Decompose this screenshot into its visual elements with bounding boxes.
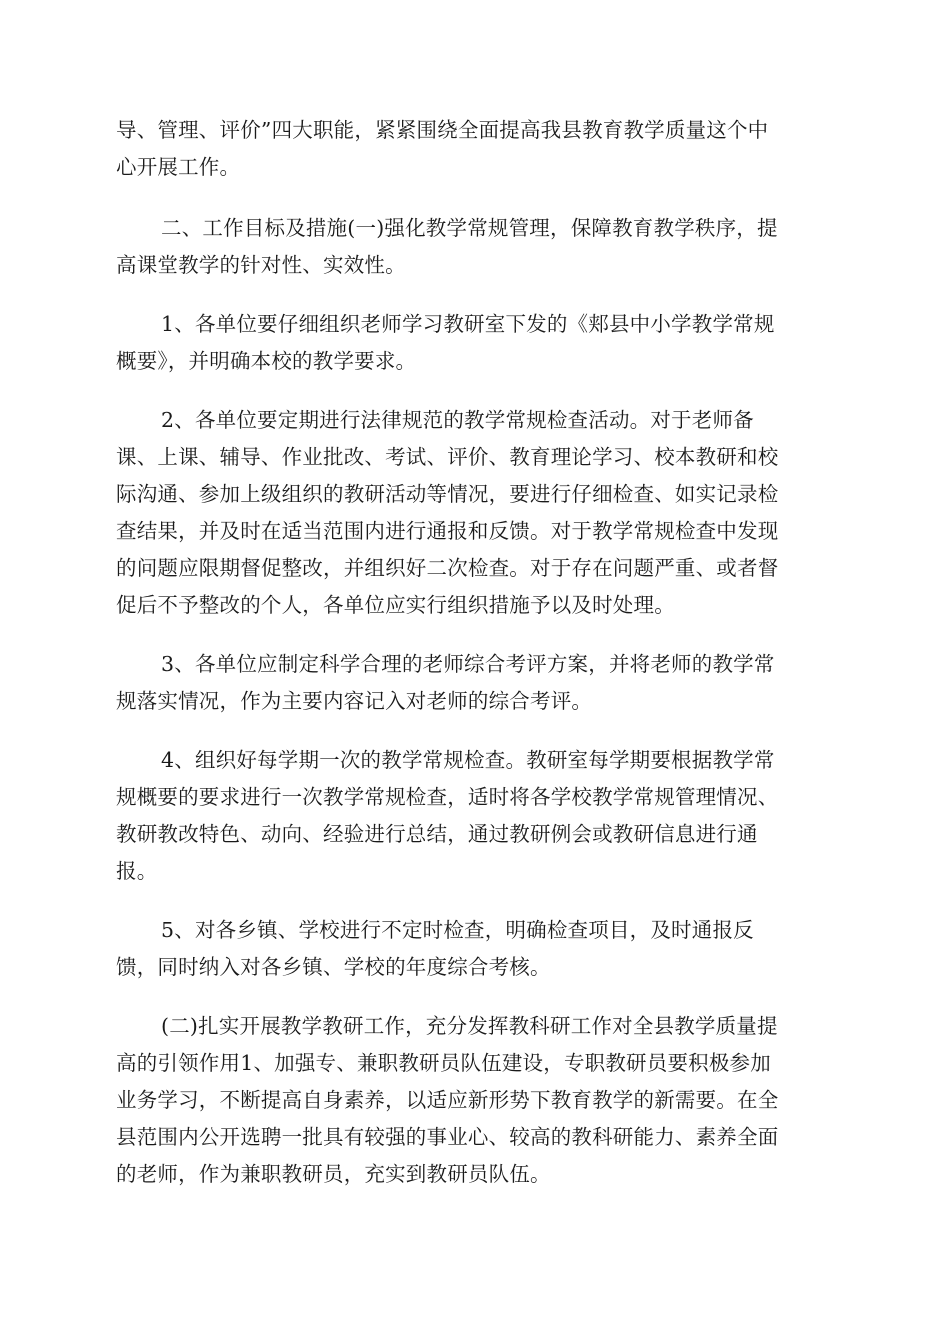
text-line: 1、各单位要仔细组织老师学习教研室下发的《郏县中小学教学常规 xyxy=(161,312,775,336)
text-line: 心开展工作。 xyxy=(116,155,241,179)
text-line: 规落实情况，作为主要内容记入对老师的综合考评。 xyxy=(116,689,593,713)
text-line: 教研教改特色、动向、经验进行总结，通过教研例会或教研信息进行通 xyxy=(116,822,758,846)
text-line: 高课堂教学的针对性、实效性。 xyxy=(116,253,406,277)
text-line: 的问题应限期督促整改，并组织好二次检查。对于存在问题严重、或者督 xyxy=(116,556,779,580)
paragraph-section-two xyxy=(116,210,836,284)
paragraph-item-3 xyxy=(116,646,836,720)
text-line: 概要》，并明确本校的教学要求。 xyxy=(116,349,417,373)
text-line: 4、组织好每学期一次的教学常规检查。教研室每学期要根据教学常 xyxy=(161,748,775,772)
text-line: 业务学习，不断提高自身素养，以适应新形势下教育教学的新需要。在全 xyxy=(116,1088,779,1112)
text-line: 县范围内公开选聘一批具有较强的事业心、较高的教科研能力、素养全面 xyxy=(116,1125,779,1149)
document-page xyxy=(116,112,836,1193)
paragraph-section-two-b xyxy=(116,1008,836,1193)
text-line: 3、各单位应制定科学合理的老师综合考评方案，并将老师的教学常 xyxy=(161,652,775,676)
text-line: 课、上课、辅导、作业批改、考试、评价、教育理论学习、校本教研和校 xyxy=(116,445,779,469)
text-line: 促后不予整改的个人，各单位应实行组织措施予以及时处理。 xyxy=(116,593,675,617)
text-line: 高的引领作用1、加强专、兼职教研员队伍建设，专职教研员要积极参加 xyxy=(116,1051,771,1075)
text-line: (二)扎实开展教学教研工作，充分发挥教科研工作对全县教学质量提 xyxy=(161,1014,778,1038)
text-line: 的老师，作为兼职教研员，充实到教研员队伍。 xyxy=(116,1162,551,1186)
text-line: 报。 xyxy=(116,859,158,883)
text-line: 查结果，并及时在适当范围内进行通报和反馈。对于教学常规检查中发现 xyxy=(116,519,779,543)
text-line: 5、对各乡镇、学校进行不定时检查，明确检查项目，及时通报反 xyxy=(161,918,754,942)
text-line: 规概要的要求进行一次教学常规检查，适时将各学校教学常规管理情况、 xyxy=(116,785,779,809)
text-line: 导、管理、评价”四大职能，紧紧围绕全面提高我县教育教学质量这个中 xyxy=(116,118,769,142)
paragraph-item-5 xyxy=(116,912,836,986)
text-line: 际沟通、参加上级组织的教研活动等情况，要进行仔细检查、如实记录检 xyxy=(116,482,779,506)
text-line: 2、各单位要定期进行法律规范的教学常规检查活动。对于老师备 xyxy=(161,408,754,432)
paragraph-item-4 xyxy=(116,742,836,890)
text-line: 二、工作目标及措施(一)强化教学常规管理，保障教育教学秩序，提 xyxy=(161,216,778,240)
paragraph-item-1 xyxy=(116,306,836,380)
text-line: 馈，同时纳入对各乡镇、学校的年度综合考核。 xyxy=(116,955,551,979)
paragraph-item-2 xyxy=(116,402,836,624)
paragraph-continuation xyxy=(116,112,836,186)
